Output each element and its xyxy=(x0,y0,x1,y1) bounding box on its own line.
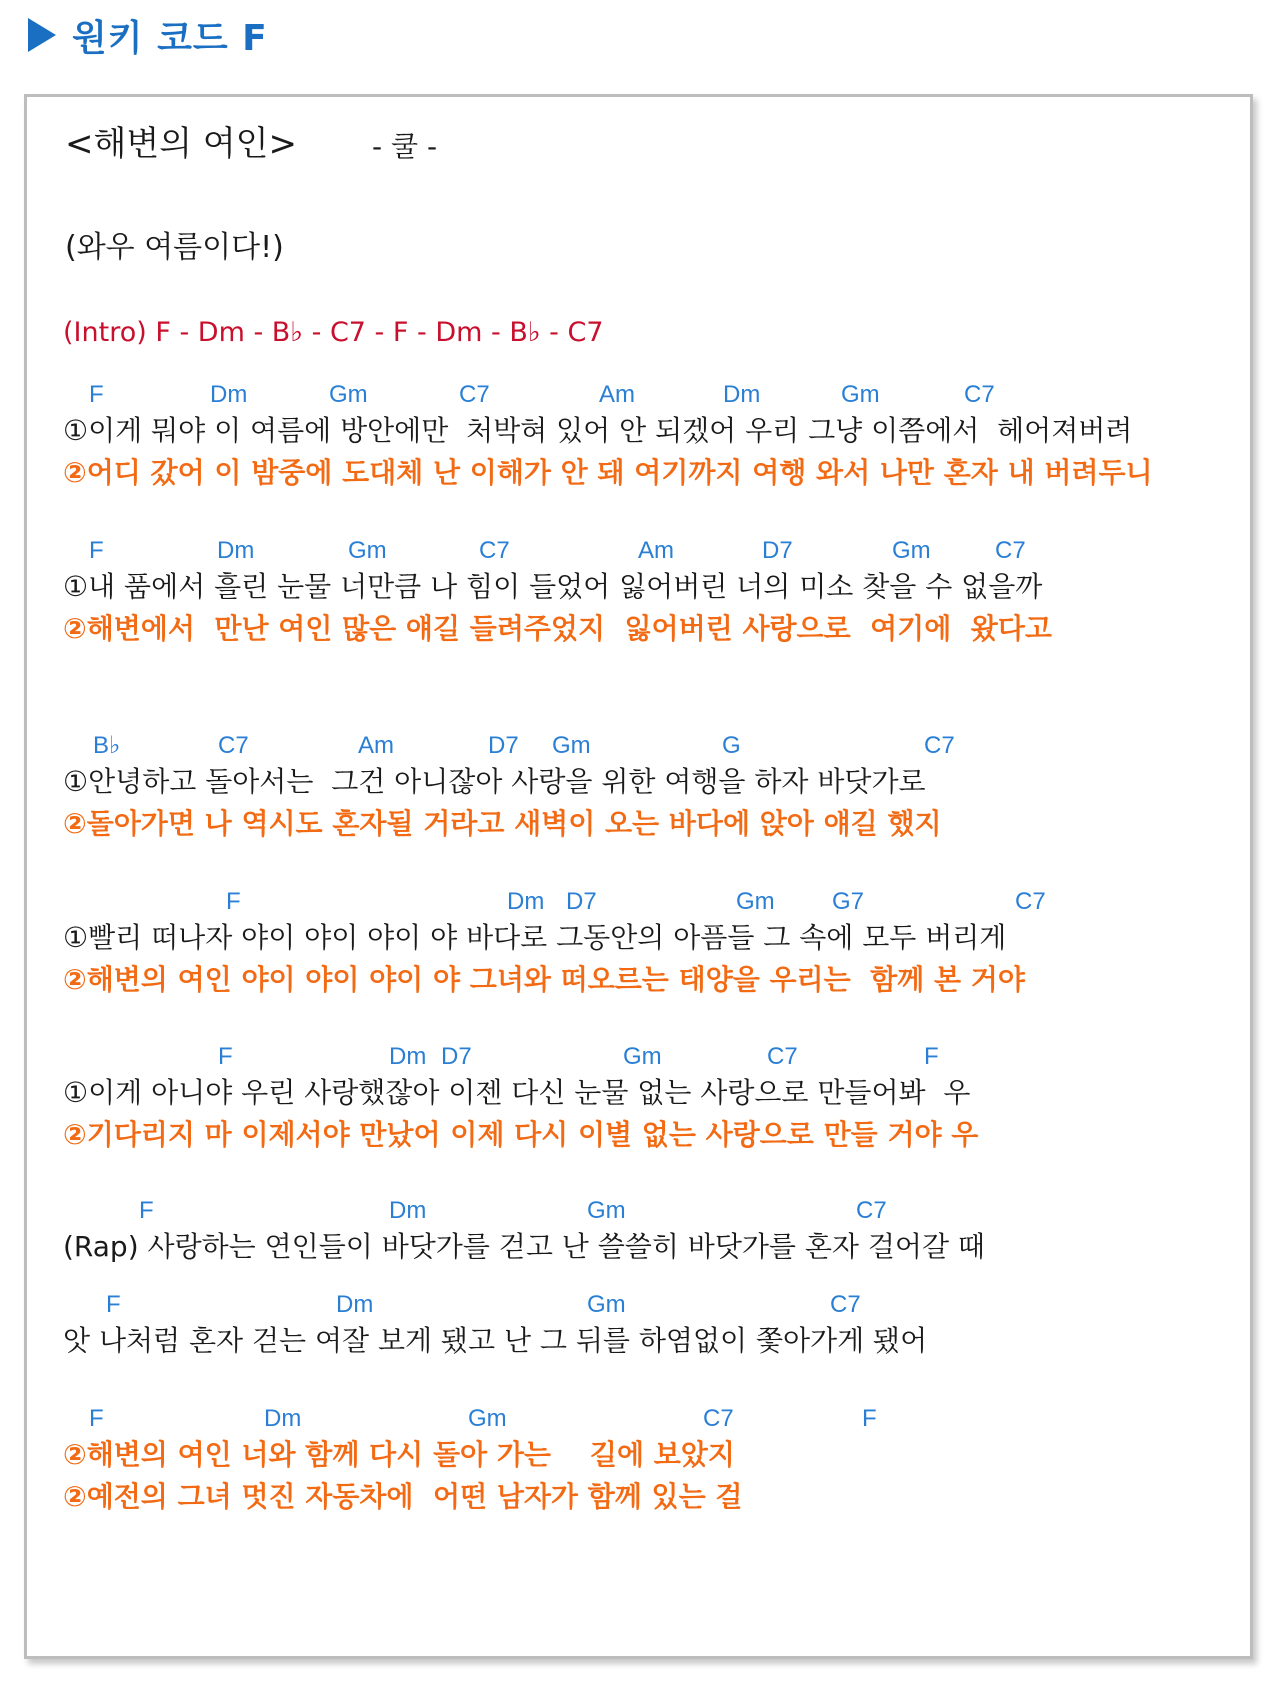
chord: D7 xyxy=(566,888,597,915)
chord: Gm xyxy=(587,1291,626,1318)
chord: Dm xyxy=(389,1043,427,1070)
chord: C7 xyxy=(459,381,490,408)
chord: C7 xyxy=(995,537,1026,564)
song-title: <해변의 여인> xyxy=(65,124,298,164)
chord: F xyxy=(226,888,241,915)
lyric-line-2: ②해변에서 만난 여인 많은 얘길 들려주었지 잃어버린 사랑으로 여기에 왔다고 xyxy=(63,612,1052,645)
lyric-line-2: ②해변의 여인 야이 야이 야이 야 그녀와 떠오르는 태양을 우리는 함께 본 거야 xyxy=(63,963,1025,996)
lyric-line-2: ②해변의 여인 너와 함께 다시 돌아 가는 길에 보았지 xyxy=(63,1438,735,1471)
lyric-line-1: ①이게 뭐야 이 여름에 방안에만 처박혀 있어 안 되겠어 우리 그냥 이쯤에서 헤어져버려 xyxy=(63,414,1133,447)
chord: Dm xyxy=(507,888,545,915)
chord: C7 xyxy=(767,1043,798,1070)
chord: F xyxy=(89,1405,104,1432)
chord: Am xyxy=(599,381,635,408)
chord: G7 xyxy=(832,888,865,915)
chord: C7 xyxy=(964,381,995,408)
chord: F xyxy=(218,1043,233,1070)
chord: C7 xyxy=(1015,888,1046,915)
chord-sheet xyxy=(24,94,1253,1659)
lyric-line-2: ②어디 갔어 이 밤중에 도대체 난 이해가 안 돼 여기까지 여행 와서 나만 혼자 내 버려두니 xyxy=(63,456,1153,489)
chord: Dm xyxy=(336,1291,374,1318)
section-title: 원키 코드 F xyxy=(72,17,268,59)
lyric-line-1: ①안녕하고 돌아서는 그건 아니잖아 사랑을 위한 여행을 하자 바닷가로 xyxy=(63,765,926,798)
chord: F xyxy=(89,381,104,408)
chord: D7 xyxy=(762,537,793,564)
lyric-line-2: ②예전의 그녀 멋진 자동차에 어떤 남자가 함께 있는 걸 xyxy=(63,1480,743,1513)
section-header xyxy=(28,10,268,60)
chord: D7 xyxy=(441,1043,472,1070)
chord: Gm xyxy=(348,537,387,564)
song-shout: (와우 여름이다!) xyxy=(65,230,284,265)
song-artist: - 쿨 - xyxy=(372,130,438,163)
chord: Am xyxy=(638,537,674,564)
lyric-line-2: ②기다리지 마 이제서야 만났어 이제 다시 이별 없는 사랑으로 만들 거야 우 xyxy=(63,1118,979,1151)
chord: Gm xyxy=(892,537,931,564)
intro-chords: (Intro) F - Dm - B♭ - C7 - F - Dm - B♭ - C7 xyxy=(63,317,604,348)
chord: Dm xyxy=(210,381,248,408)
chord: G xyxy=(722,732,741,759)
chord: Gm xyxy=(552,732,591,759)
chord: Am xyxy=(358,732,394,759)
rap-line-2: 앗 나처럼 혼자 걷는 여잘 보게 됐고 난 그 뒤를 하염없이 쫓아가게 됐어 xyxy=(63,1324,928,1357)
lyric-line-1: ①이게 아니야 우린 사랑했잖아 이젠 다신 눈물 없는 사랑으로 만들어봐 우 xyxy=(63,1076,971,1109)
chord: Dm xyxy=(264,1405,302,1432)
lyric-line-2: ②돌아가면 나 역시도 혼자될 거라고 새벽이 오는 바다에 앉아 얘길 했지 xyxy=(63,807,942,840)
chord: F xyxy=(924,1043,939,1070)
chord: Gm xyxy=(841,381,880,408)
rap-line-1: (Rap) 사랑하는 연인들이 바닷가를 걷고 난 쓸쓸히 바닷가를 혼자 걸어갈 때 xyxy=(63,1230,985,1263)
play-triangle-icon xyxy=(28,18,56,52)
chord: C7 xyxy=(924,732,955,759)
lyric-line-1: ①내 품에서 흘린 눈물 너만큼 나 힘이 들었어 잃어버린 너의 미소 찾을 수 없을까 xyxy=(63,570,1043,603)
chord: Gm xyxy=(587,1197,626,1224)
chord: Gm xyxy=(468,1405,507,1432)
lyric-line-1: ①빨리 떠나자 야이 야이 야이 야 바다로 그동안의 아픔들 그 속에 모두 버리게 xyxy=(63,921,1007,954)
chord: C7 xyxy=(479,537,510,564)
chord: F xyxy=(106,1291,121,1318)
chord: F xyxy=(862,1405,877,1432)
chord: Gm xyxy=(623,1043,662,1070)
chord: F xyxy=(89,537,104,564)
chord: C7 xyxy=(703,1405,734,1432)
chord: F xyxy=(139,1197,154,1224)
chord: Dm xyxy=(723,381,761,408)
chord: B♭ xyxy=(93,732,121,759)
chord: C7 xyxy=(218,732,249,759)
chord: Gm xyxy=(736,888,775,915)
chord: Dm xyxy=(217,537,255,564)
chord: C7 xyxy=(830,1291,861,1318)
chord: Dm xyxy=(389,1197,427,1224)
chord: Gm xyxy=(329,381,368,408)
chord: D7 xyxy=(488,732,519,759)
chord: C7 xyxy=(856,1197,887,1224)
